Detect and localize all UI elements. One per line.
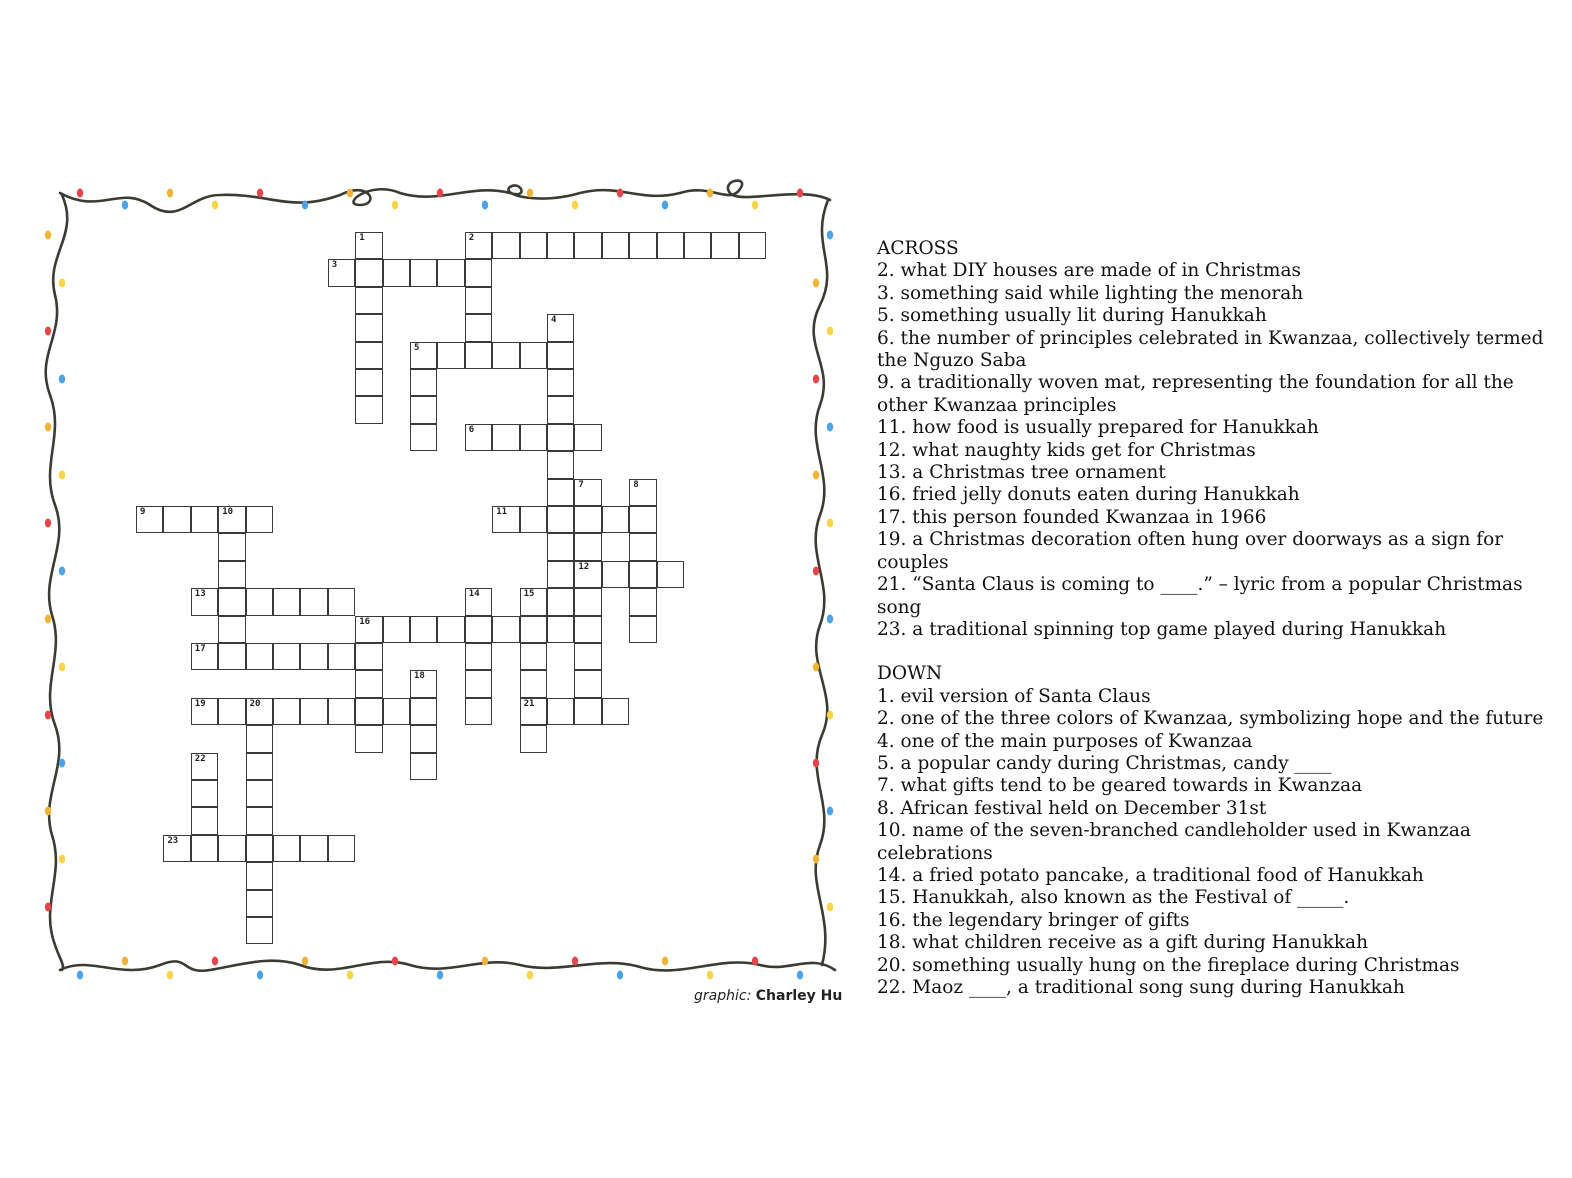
grid-cell[interactable] <box>492 342 519 369</box>
credit-label: graphic: <box>694 988 752 1004</box>
light-bulb <box>813 759 819 768</box>
clue-number: 14 <box>468 589 480 600</box>
grid-cell[interactable] <box>136 506 163 533</box>
across-clue: 17. this person founded Kwanzaa in 1966 <box>877 506 1267 528</box>
light-bulb <box>527 189 533 198</box>
grid-cell[interactable] <box>465 259 492 286</box>
down-clue: 2. one of the three colors of Kwanzaa, symbolizing hope and the future <box>877 708 1544 730</box>
grid-cell[interactable] <box>547 369 574 396</box>
clue-number: 10 <box>222 507 234 517</box>
light-bulb <box>212 957 218 966</box>
grid-cell[interactable] <box>520 342 547 369</box>
clue-number: 5 <box>414 342 420 353</box>
grid-cell[interactable] <box>355 259 382 286</box>
light-bulb <box>212 201 218 210</box>
clue-number: 4 <box>551 315 557 326</box>
light-bulb <box>59 759 65 768</box>
light-bulb <box>752 201 758 210</box>
down-clue: 5. a popular candy during Christmas, candy ____ <box>877 752 1332 774</box>
grid-cell[interactable] <box>465 643 492 670</box>
grid-cell[interactable] <box>602 698 629 725</box>
grid-cell[interactable] <box>574 588 601 615</box>
grid-cell[interactable] <box>629 616 656 643</box>
across-heading: ACROSS <box>877 238 959 259</box>
grid-cell[interactable] <box>547 479 574 506</box>
grid-cell[interactable] <box>273 643 300 670</box>
light-bulb <box>437 971 443 980</box>
grid-cell[interactable] <box>410 725 437 752</box>
grid-cell[interactable] <box>355 287 382 314</box>
grid-cell[interactable] <box>465 588 492 615</box>
light-bulb <box>257 971 263 980</box>
light-bulb <box>347 189 353 198</box>
clue-number: 18 <box>414 671 425 682</box>
grid-cell[interactable] <box>492 506 519 533</box>
string-lights-border <box>40 175 840 1005</box>
credit-name: Charley Hu <box>755 988 843 1004</box>
grid-cell[interactable] <box>520 725 547 752</box>
light-bulb <box>813 663 819 672</box>
grid-cell[interactable] <box>629 506 656 533</box>
grid-cell[interactable] <box>246 588 273 615</box>
across-clue: 6. the number of principles celebrated in Kwanzaa, collectively termed the Nguzo Saba <box>877 327 1544 372</box>
light-bulb <box>77 189 83 198</box>
grid-cell[interactable] <box>520 670 547 697</box>
light-bulb <box>59 663 65 672</box>
light-bulb <box>167 971 173 980</box>
light-bulb <box>827 231 833 240</box>
down-clue: 22. Maoz ____, a traditional song sung during Hanukkah <box>877 977 1405 998</box>
down-heading: DOWN <box>877 663 943 685</box>
light-bulb <box>827 807 833 816</box>
light-bulb <box>827 519 833 528</box>
grid-cell[interactable] <box>191 506 218 533</box>
grid-cell[interactable] <box>492 424 519 451</box>
grid-cell[interactable] <box>602 561 629 588</box>
clue-number: 16 <box>359 616 371 627</box>
light-bulb <box>827 327 833 336</box>
down-clue: 14. a fried potato pancake, a traditional food of Hanukkah <box>877 864 1424 886</box>
grid-cell[interactable] <box>355 396 382 423</box>
grid-cell[interactable] <box>218 698 245 725</box>
across-clue: 2. what DIY houses are made of in Christmas <box>877 260 1301 282</box>
light-bulb <box>437 189 443 198</box>
grid-cell[interactable] <box>657 232 684 259</box>
grid-cell[interactable] <box>520 588 547 615</box>
grid-cell[interactable] <box>246 780 273 807</box>
grid-cell[interactable] <box>574 698 601 725</box>
light-bulb <box>707 971 713 980</box>
grid-cell[interactable] <box>410 259 437 286</box>
clue-number: 23 <box>167 835 179 846</box>
grid-cell[interactable] <box>492 616 519 643</box>
grid-cell[interactable] <box>246 862 273 889</box>
light-bulb <box>797 189 803 198</box>
grid-cell[interactable] <box>273 698 300 725</box>
grid-cell[interactable] <box>574 670 601 697</box>
light-bulb <box>527 971 533 980</box>
light-bulb <box>617 189 623 198</box>
across-clues <box>877 260 1567 641</box>
grid-cell[interactable] <box>711 232 738 259</box>
grid-cell[interactable] <box>520 232 547 259</box>
clue-number: 3 <box>331 260 338 271</box>
grid-cell[interactable] <box>629 232 656 259</box>
grid-cell[interactable] <box>574 533 601 560</box>
grid-cell[interactable] <box>547 533 574 560</box>
light-bulb <box>827 903 833 912</box>
light-bulb <box>392 201 398 210</box>
grid-cell[interactable] <box>602 232 629 259</box>
across-clue: 19. a Christmas decoration often hung over doorways as a sign for couples <box>877 529 1504 573</box>
across-clue: 11. how food is usually prepared for Hanukkah <box>877 417 1319 439</box>
down-clue: 4. one of the main purposes of Kwanzaa <box>877 730 1253 752</box>
grid-cell[interactable] <box>355 643 382 670</box>
grid-cell[interactable] <box>300 588 327 615</box>
light-bulb <box>813 471 819 480</box>
across-clue: 21. “Santa Claus is coming to ____.” – lyric from a popular Christmas song <box>877 574 1523 618</box>
grid-cell[interactable] <box>163 835 190 862</box>
grid-cell[interactable] <box>383 259 410 286</box>
light-bulb <box>813 279 819 288</box>
grid-cell[interactable] <box>574 424 601 451</box>
light-bulb <box>827 423 833 432</box>
light-bulb <box>662 201 668 210</box>
grid-cell[interactable] <box>629 588 656 615</box>
grid-cell[interactable] <box>246 753 273 780</box>
grid-cell[interactable] <box>355 698 382 725</box>
grid-cell[interactable] <box>246 835 273 862</box>
grid-cell[interactable] <box>218 643 245 670</box>
light-bulb <box>707 189 713 198</box>
grid-cell[interactable] <box>300 835 327 862</box>
grid-cell[interactable] <box>465 424 492 451</box>
light-bulb <box>797 971 803 980</box>
light-bulb <box>347 971 353 980</box>
grid-cell[interactable] <box>465 616 492 643</box>
light-bulb <box>45 903 51 912</box>
across-clue: 12. what naughty kids get for Christmas <box>877 439 1256 461</box>
grid-cell[interactable] <box>465 342 492 369</box>
grid-cell[interactable] <box>547 588 574 615</box>
light-bulb <box>257 189 263 198</box>
light-bulb <box>59 375 65 384</box>
light-bulb <box>45 519 51 528</box>
grid-cell[interactable] <box>574 616 601 643</box>
grid-cell[interactable] <box>273 588 300 615</box>
clue-number: 11 <box>496 507 508 517</box>
light-bulb <box>813 567 819 576</box>
grid-cell[interactable] <box>547 451 574 478</box>
down-clue: 20. something usually hung on the fireplace during Christmas <box>877 954 1460 976</box>
grid-cell[interactable] <box>520 424 547 451</box>
grid-cell[interactable] <box>547 698 574 725</box>
grid-cell[interactable] <box>355 342 382 369</box>
grid-cell[interactable] <box>218 588 245 615</box>
clue-number: 17 <box>194 644 206 654</box>
light-bulb <box>45 423 51 432</box>
grid-cell[interactable] <box>410 670 437 697</box>
grid-cell[interactable] <box>328 588 355 615</box>
grid-cell[interactable] <box>574 479 601 506</box>
grid-cell[interactable] <box>355 725 382 752</box>
clue-number: 13 <box>194 589 206 600</box>
grid-cell[interactable] <box>574 643 601 670</box>
light-bulb <box>392 957 398 966</box>
grid-cell[interactable] <box>547 232 574 259</box>
grid-cell[interactable] <box>328 698 355 725</box>
grid-cell[interactable] <box>410 616 437 643</box>
grid-cell[interactable] <box>191 588 218 615</box>
across-clue: 23. a traditional spinning top game played during Hanukkah <box>877 618 1447 640</box>
grid-cell[interactable] <box>355 232 382 259</box>
clue-number: 8 <box>633 479 639 490</box>
down-clue: 7. what gifts tend to be geared towards in Kwanzaa <box>877 775 1363 797</box>
light-bulb <box>302 957 308 966</box>
down-clue: 16. the legendary bringer of gifts <box>877 909 1190 931</box>
grid-cell[interactable] <box>273 835 300 862</box>
light-bulb <box>122 957 128 966</box>
across-clue: 5. something usually lit during Hanukkah <box>877 305 1267 327</box>
grid-cell[interactable] <box>163 506 190 533</box>
grid-cell[interactable] <box>547 616 574 643</box>
down-clue: 18. what children receive as a gift during Hanukkah <box>877 932 1368 954</box>
grid-cell[interactable] <box>246 917 273 944</box>
down-clue: 10. name of the seven-branched candleholder used in Kwanzaa celebrations <box>877 820 1471 864</box>
light-bulb <box>45 327 51 336</box>
light-bulb <box>59 567 65 576</box>
grid-cell[interactable] <box>191 835 218 862</box>
light-bulb <box>482 201 488 210</box>
grid-cell[interactable] <box>410 342 437 369</box>
light-bulb <box>45 711 51 720</box>
grid-cell[interactable] <box>574 506 601 533</box>
grid-cell[interactable] <box>191 807 218 834</box>
grid-cell[interactable] <box>739 232 766 259</box>
grid-cell[interactable] <box>383 616 410 643</box>
grid-cell[interactable] <box>465 314 492 341</box>
clue-number: 12 <box>578 561 590 572</box>
light-bulb <box>45 615 51 624</box>
grid-cell[interactable] <box>602 506 629 533</box>
light-bulb <box>572 957 578 966</box>
clue-number: 19 <box>194 698 206 709</box>
grid-cell[interactable] <box>629 533 656 560</box>
grid-cell[interactable] <box>437 342 464 369</box>
grid-cell[interactable] <box>574 561 601 588</box>
light-bulb <box>59 855 65 864</box>
grid-cell[interactable] <box>191 753 218 780</box>
clue-number: 15 <box>523 589 535 600</box>
clue-number: 9 <box>140 507 146 517</box>
grid-cell[interactable] <box>191 780 218 807</box>
grid-cell[interactable] <box>492 232 519 259</box>
down-clue: 8. African festival held on December 31st <box>877 797 1267 819</box>
light-bulb <box>662 957 668 966</box>
grid-cell[interactable] <box>520 643 547 670</box>
light-bulb <box>45 807 51 816</box>
across-clue: 9. a traditionally woven mat, representing the foundation for all the other Kwanzaa principles <box>877 372 1514 416</box>
grid-cell[interactable] <box>410 753 437 780</box>
grid-cell[interactable] <box>355 616 382 643</box>
across-clue: 13. a Christmas tree ornament <box>877 462 1166 484</box>
grid-cell[interactable] <box>328 643 355 670</box>
clue-number: 20 <box>249 698 261 709</box>
light-bulb <box>59 279 65 288</box>
grid-cell[interactable] <box>300 643 327 670</box>
grid-cell[interactable] <box>246 506 273 533</box>
clue-list <box>877 238 1567 999</box>
clue-number: 1 <box>359 233 365 243</box>
grid-cell[interactable] <box>410 424 437 451</box>
grid-cell[interactable] <box>547 314 574 341</box>
grid-cell[interactable] <box>629 561 656 588</box>
grid-cell[interactable] <box>684 232 711 259</box>
grid-cell[interactable] <box>437 259 464 286</box>
grid-cell[interactable] <box>574 232 601 259</box>
light-bulb <box>482 957 488 966</box>
light-bulb <box>813 375 819 384</box>
grid-cell[interactable] <box>547 506 574 533</box>
clue-number: 22 <box>194 753 206 764</box>
light-bulb <box>813 855 819 864</box>
grid-cell[interactable] <box>355 670 382 697</box>
graphic-credit <box>694 988 842 1004</box>
grid-cell[interactable] <box>246 890 273 917</box>
light-bulb <box>827 615 833 624</box>
across-clue: 16. fried jelly donuts eaten during Hanukkah <box>877 484 1300 506</box>
across-clue: 3. something said while lighting the menorah <box>877 282 1304 304</box>
grid-cell[interactable] <box>300 698 327 725</box>
clue-number: 6 <box>468 424 475 435</box>
grid-cell[interactable] <box>520 698 547 725</box>
light-bulb <box>77 971 83 980</box>
grid-cell[interactable] <box>218 506 245 533</box>
clue-number: 7 <box>578 479 584 490</box>
light-bulb <box>167 189 173 198</box>
grid-cell[interactable] <box>218 835 245 862</box>
light-bulb <box>45 231 51 240</box>
grid-cell[interactable] <box>355 369 382 396</box>
grid-cell[interactable] <box>520 506 547 533</box>
grid-cell[interactable] <box>328 259 355 286</box>
grid-cell[interactable] <box>191 698 218 725</box>
grid-cell[interactable] <box>410 369 437 396</box>
grid-cell[interactable] <box>410 396 437 423</box>
grid-cell[interactable] <box>191 643 218 670</box>
light-bulb <box>302 201 308 210</box>
grid-cell[interactable] <box>520 616 547 643</box>
grid-cell[interactable] <box>246 698 273 725</box>
clue-number: 2 <box>468 233 475 243</box>
light-bulb <box>122 201 128 210</box>
down-clues <box>877 686 1567 1000</box>
grid-cell[interactable] <box>547 561 574 588</box>
down-clue: 1. evil version of Santa Claus <box>877 685 1151 707</box>
clue-number: 21 <box>523 698 535 709</box>
grid-cell[interactable] <box>465 670 492 697</box>
grid-cell[interactable] <box>547 342 574 369</box>
light-bulb <box>827 711 833 720</box>
light-bulb <box>572 201 578 210</box>
grid-cell[interactable] <box>218 533 245 560</box>
light-bulb <box>752 957 758 966</box>
grid-cell[interactable] <box>218 616 245 643</box>
down-clue: 15. Hanukkah, also known as the Festival of _____. <box>877 887 1350 909</box>
grid-cell[interactable] <box>437 616 464 643</box>
grid-cell[interactable] <box>547 396 574 423</box>
grid-cell[interactable] <box>465 698 492 725</box>
grid-cell[interactable] <box>355 314 382 341</box>
grid-cell[interactable] <box>383 698 410 725</box>
grid-cell[interactable] <box>218 561 245 588</box>
grid-cell[interactable] <box>246 807 273 834</box>
grid-cell[interactable] <box>465 287 492 314</box>
grid-cell[interactable] <box>328 835 355 862</box>
grid-cell[interactable] <box>410 698 437 725</box>
grid-cell[interactable] <box>629 479 656 506</box>
grid-cell[interactable] <box>246 643 273 670</box>
grid-cell[interactable] <box>246 725 273 752</box>
grid-cell[interactable] <box>547 424 574 451</box>
light-bulb <box>59 471 65 480</box>
light-bulb <box>617 971 623 980</box>
grid-cell[interactable] <box>465 232 492 259</box>
grid-cell[interactable] <box>657 561 684 588</box>
